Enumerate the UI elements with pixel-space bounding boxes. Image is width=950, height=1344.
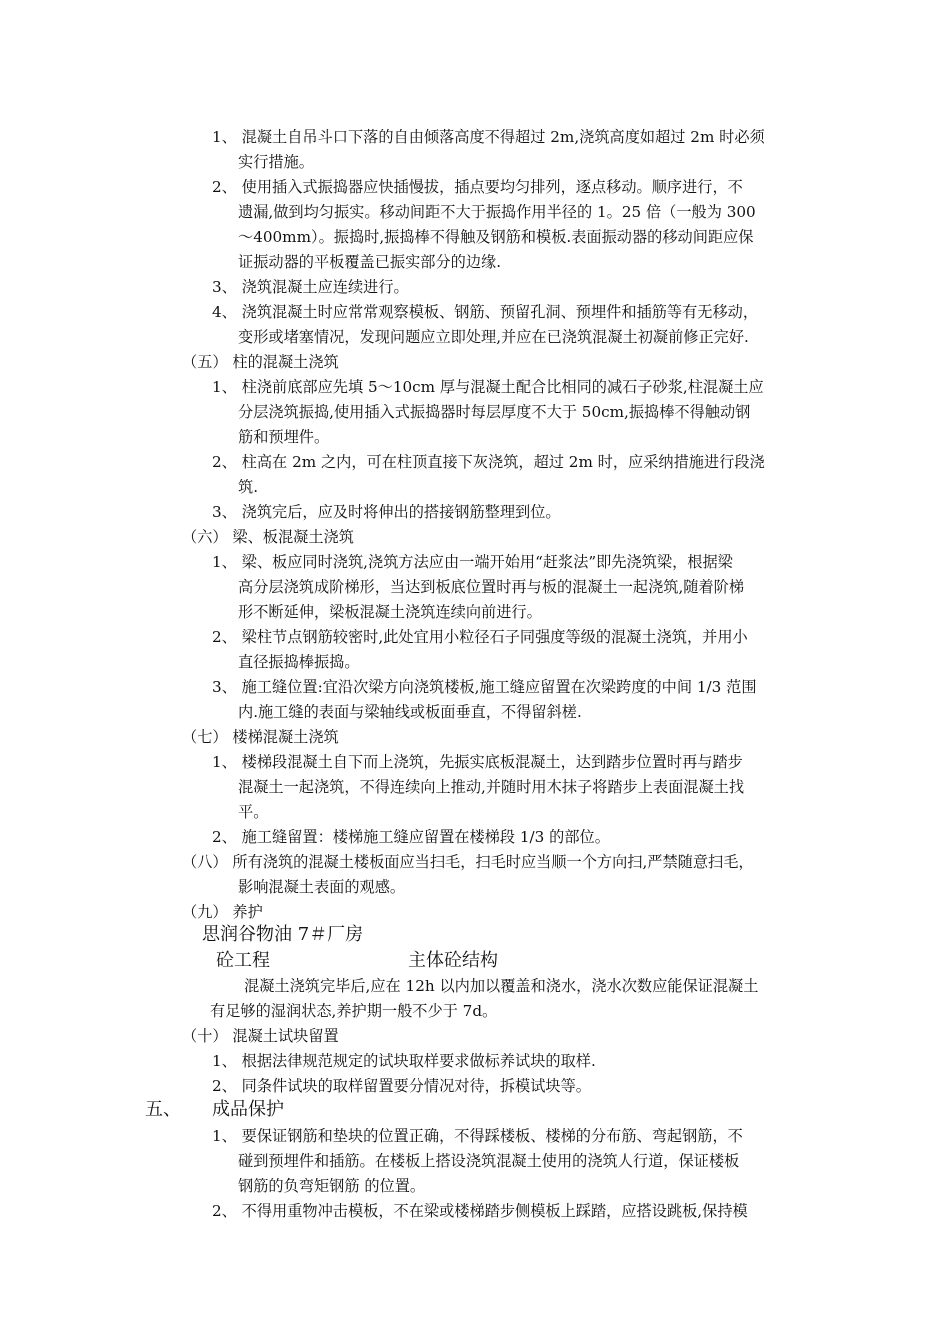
text-line: 变形或堵塞情况，发现问题应立即处理,并应在已浇筑混凝土初凝前修正完好.: [238, 328, 749, 346]
text-line: 1、 楼梯段混凝土自下而上浇筑，先振实底板混凝土，达到踏步位置时再与踏步: [212, 753, 743, 771]
section-heading: （十） 混凝土试块留置: [182, 1027, 339, 1045]
text-line: 有足够的湿润状态,养护期一般不少于 7d。: [210, 1002, 498, 1020]
text-line: 筑.: [238, 478, 259, 496]
text-line: 2、 施工缝留置：楼梯施工缝应留置在楼梯段 1/3 的部位。: [212, 828, 610, 846]
text-line: ～400mm）。振捣时,振捣棒不得触及钢筋和模板.表面振动器的移动间距应保: [238, 228, 754, 246]
running-header-section: 主体砼结构: [408, 950, 498, 971]
text-line: 1、 根据法律规范规定的试块取样要求做标养试块的取样.: [212, 1052, 596, 1070]
text-line: 筋和预埋件。: [238, 428, 330, 446]
text-line: 钢筋的负弯矩钢筋 的位置。: [238, 1177, 426, 1195]
text-line: 3、 浇筑混凝土应连续进行。: [212, 278, 409, 296]
text-line: 混凝土一起浇筑，不得连续向上推动,并随时用木抹子将踏步上表面混凝土找: [238, 778, 745, 796]
text-line: 影响混凝土表面的观感。: [238, 878, 406, 896]
text-line: 2、 同条件试块的取样留置要分情况对待，拆模试块等。: [212, 1077, 591, 1095]
chapter-number: 五、: [145, 1099, 181, 1120]
section-heading: （八） 所有浇筑的混凝土楼板面应当扫毛，扫毛时应当顺一个方向扫,严禁随意扫毛，: [182, 853, 754, 871]
text-line: 碰到预埋件和插筋。在楼板上搭设浇筑混凝土使用的浇筑人行道，保证楼板: [238, 1152, 740, 1170]
section-heading: （七） 楼梯混凝土浇筑: [182, 728, 339, 746]
text-line: 1、 梁、板应同时浇筑,浇筑方法应由一端开始用“赶浆法”即先浇筑梁，根据梁: [212, 553, 733, 571]
text-line: 3、 施工缝位置:宜沿次梁方向浇筑楼板,施工缝应留置在次梁跨度的中间 1/3 范围: [212, 678, 757, 696]
text-line: 1、 要保证钢筋和垫块的位置正确，不得踩楼板、楼梯的分布筋、弯起钢筋，不: [212, 1127, 743, 1145]
text-line: 2、 柱高在 2m 之内，可在柱顶直接下灰浇筑，超过 2m 时，应采纳措施进行段浇: [212, 453, 765, 471]
running-header-project: 思润谷物油 7＃厂房: [202, 924, 364, 945]
section-heading: （九） 养护: [182, 903, 263, 921]
text-line: 1、 柱浇前底部应先填 5～10cm 厚与混凝土配合比相同的减石子砂浆,柱混凝土应: [212, 378, 764, 396]
text-line: 直径振捣棒振捣。: [238, 653, 360, 671]
text-line: 高分层浇筑成阶梯形，当达到板底位置时再与板的混凝土一起浇筑,随着阶梯: [238, 578, 745, 596]
text-line: 分层浇筑振捣,使用插入式振捣器时每层厚度不大于 50cm,振捣棒不得触动钢: [238, 403, 751, 421]
text-line: 证振动器的平板覆盖已振实部分的边缘.: [238, 253, 502, 271]
section-heading: （五） 柱的混凝土浇筑: [182, 353, 339, 371]
text-line: 3、 浇筑完后，应及时将伸出的搭接钢筋整理到位。: [212, 503, 561, 521]
text-line: 平。: [238, 803, 269, 821]
text-line: 2、 不得用重物冲击模板，不在梁或楼梯踏步侧模板上踩踏，应搭设跳板,保持模: [212, 1202, 748, 1220]
text-line: 遗漏,做到均匀振实。移动间距不大于振捣作用半径的 1。25 倍（一般为 300: [238, 203, 756, 221]
text-line: 形不断延伸，梁板混凝土浇筑连续向前进行。: [238, 603, 542, 621]
text-line: 2、 使用插入式振捣器应快插慢拔，插点要均匀排列，逐点移动。顺序进行，不: [212, 178, 743, 196]
text-line: 内.施工缝的表面与梁轴线或板面垂直，不得留斜槎.: [238, 703, 582, 721]
text-line: 混凝土浇筑完毕后,应在 12h 以内加以覆盖和浇水，浇水次数应能保证混凝土: [244, 977, 759, 995]
chapter-title: 成品保护: [212, 1099, 284, 1120]
text-line: 实行措施。: [238, 153, 314, 171]
text-line: 4、 浇筑混凝土时应常常观察模板、钢筋、预留孔洞、预埋件和插筋等有无移动，: [212, 303, 759, 321]
text-line: 2、 梁柱节点钢筋较密时,此处宜用小粒径石子同强度等级的混凝土浇筑，并用小: [212, 628, 748, 646]
text-line: 1、 混凝土自吊斗口下落的自由倾落高度不得超过 2m,浇筑高度如超过 2m 时必须: [212, 128, 765, 146]
running-header-category: 砼工程: [216, 950, 270, 971]
section-heading: （六） 梁、板混凝土浇筑: [182, 528, 354, 546]
